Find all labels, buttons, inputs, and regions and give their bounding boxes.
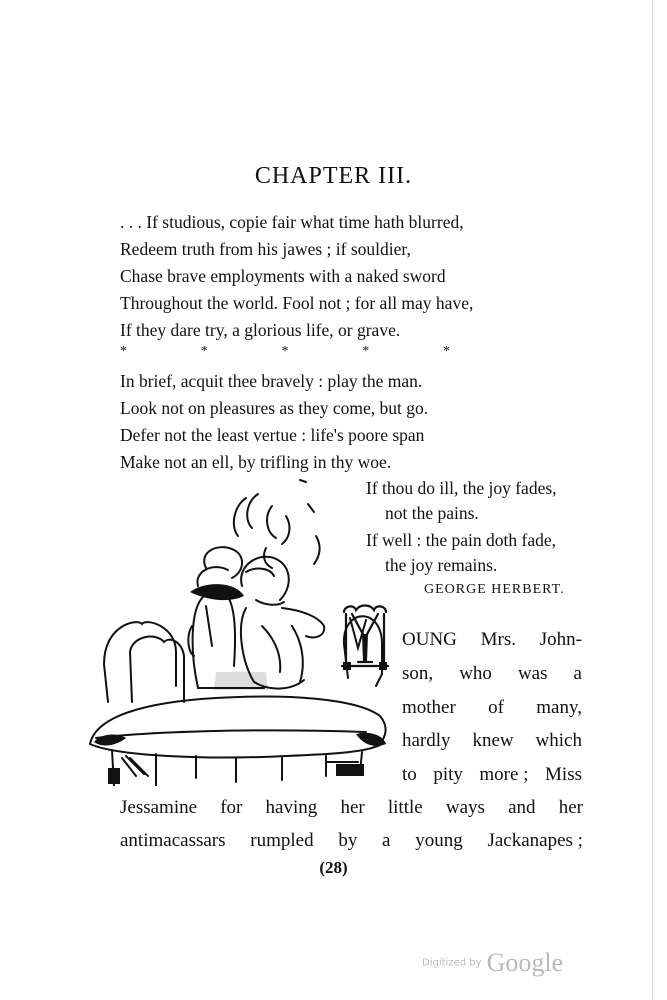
body-line: to pity more ; Miss bbox=[402, 764, 582, 785]
couplet-line: If well : the pain doth fade, bbox=[366, 530, 557, 550]
epigraph-line: Redeem truth from his jawes ; if souldier, bbox=[120, 239, 411, 259]
digitized-watermark bbox=[422, 948, 563, 978]
body-line: Jessamine for having her little ways and her bbox=[120, 797, 583, 818]
epigraph-line: Defer not the least vertue : life's poore span bbox=[120, 425, 425, 445]
star-ornament: * bbox=[281, 344, 289, 359]
epigraph-line: Throughout the world. Fool not ; for all may have, bbox=[120, 293, 474, 313]
couplet-line: the joy remains. bbox=[385, 555, 498, 575]
watermark-prefix: Digitized by bbox=[422, 957, 482, 969]
couplet-line: If thou do ill, the joy fades, bbox=[366, 478, 557, 498]
epigraph-line: Make not an ell, by trifling in thy woe. bbox=[120, 452, 392, 472]
section-break-stars bbox=[120, 344, 450, 360]
star-ornament: * bbox=[443, 344, 450, 359]
drop-capital-y bbox=[340, 604, 390, 672]
body-line: mother of many, bbox=[402, 697, 582, 718]
star-ornament: * bbox=[120, 344, 127, 359]
page-number: (28) bbox=[319, 858, 348, 877]
body-line: hardly knew which bbox=[402, 730, 582, 751]
epigraph-line: Chase brave employments with a naked sword bbox=[120, 266, 446, 286]
epigraph-line: In brief, acquit thee bravely : play the man. bbox=[120, 371, 423, 391]
couplet-line: not the pains. bbox=[385, 503, 479, 523]
epigraph-line: If they dare try, a glorious life, or grave. bbox=[120, 320, 401, 340]
star-ornament: * bbox=[200, 344, 208, 359]
page-edge-rule bbox=[652, 0, 653, 1000]
star-ornament: * bbox=[362, 344, 370, 359]
body-line: son, who was a bbox=[402, 663, 582, 684]
chapter-title: CHAPTER III. bbox=[254, 163, 413, 189]
body-line: antimacassars rumpled by a young Jackanapes ; bbox=[120, 830, 583, 851]
epigraph-line: . . . If studious, copie fair what time hath blurred, bbox=[120, 212, 464, 232]
epigraph-author: GEORGE HERBERT. bbox=[424, 582, 565, 597]
epigraph-line: Look not on pleasures as they come, but go. bbox=[120, 398, 429, 418]
body-line: OUNG Mrs. John- bbox=[402, 629, 582, 650]
watermark-brand: Google bbox=[486, 948, 564, 977]
